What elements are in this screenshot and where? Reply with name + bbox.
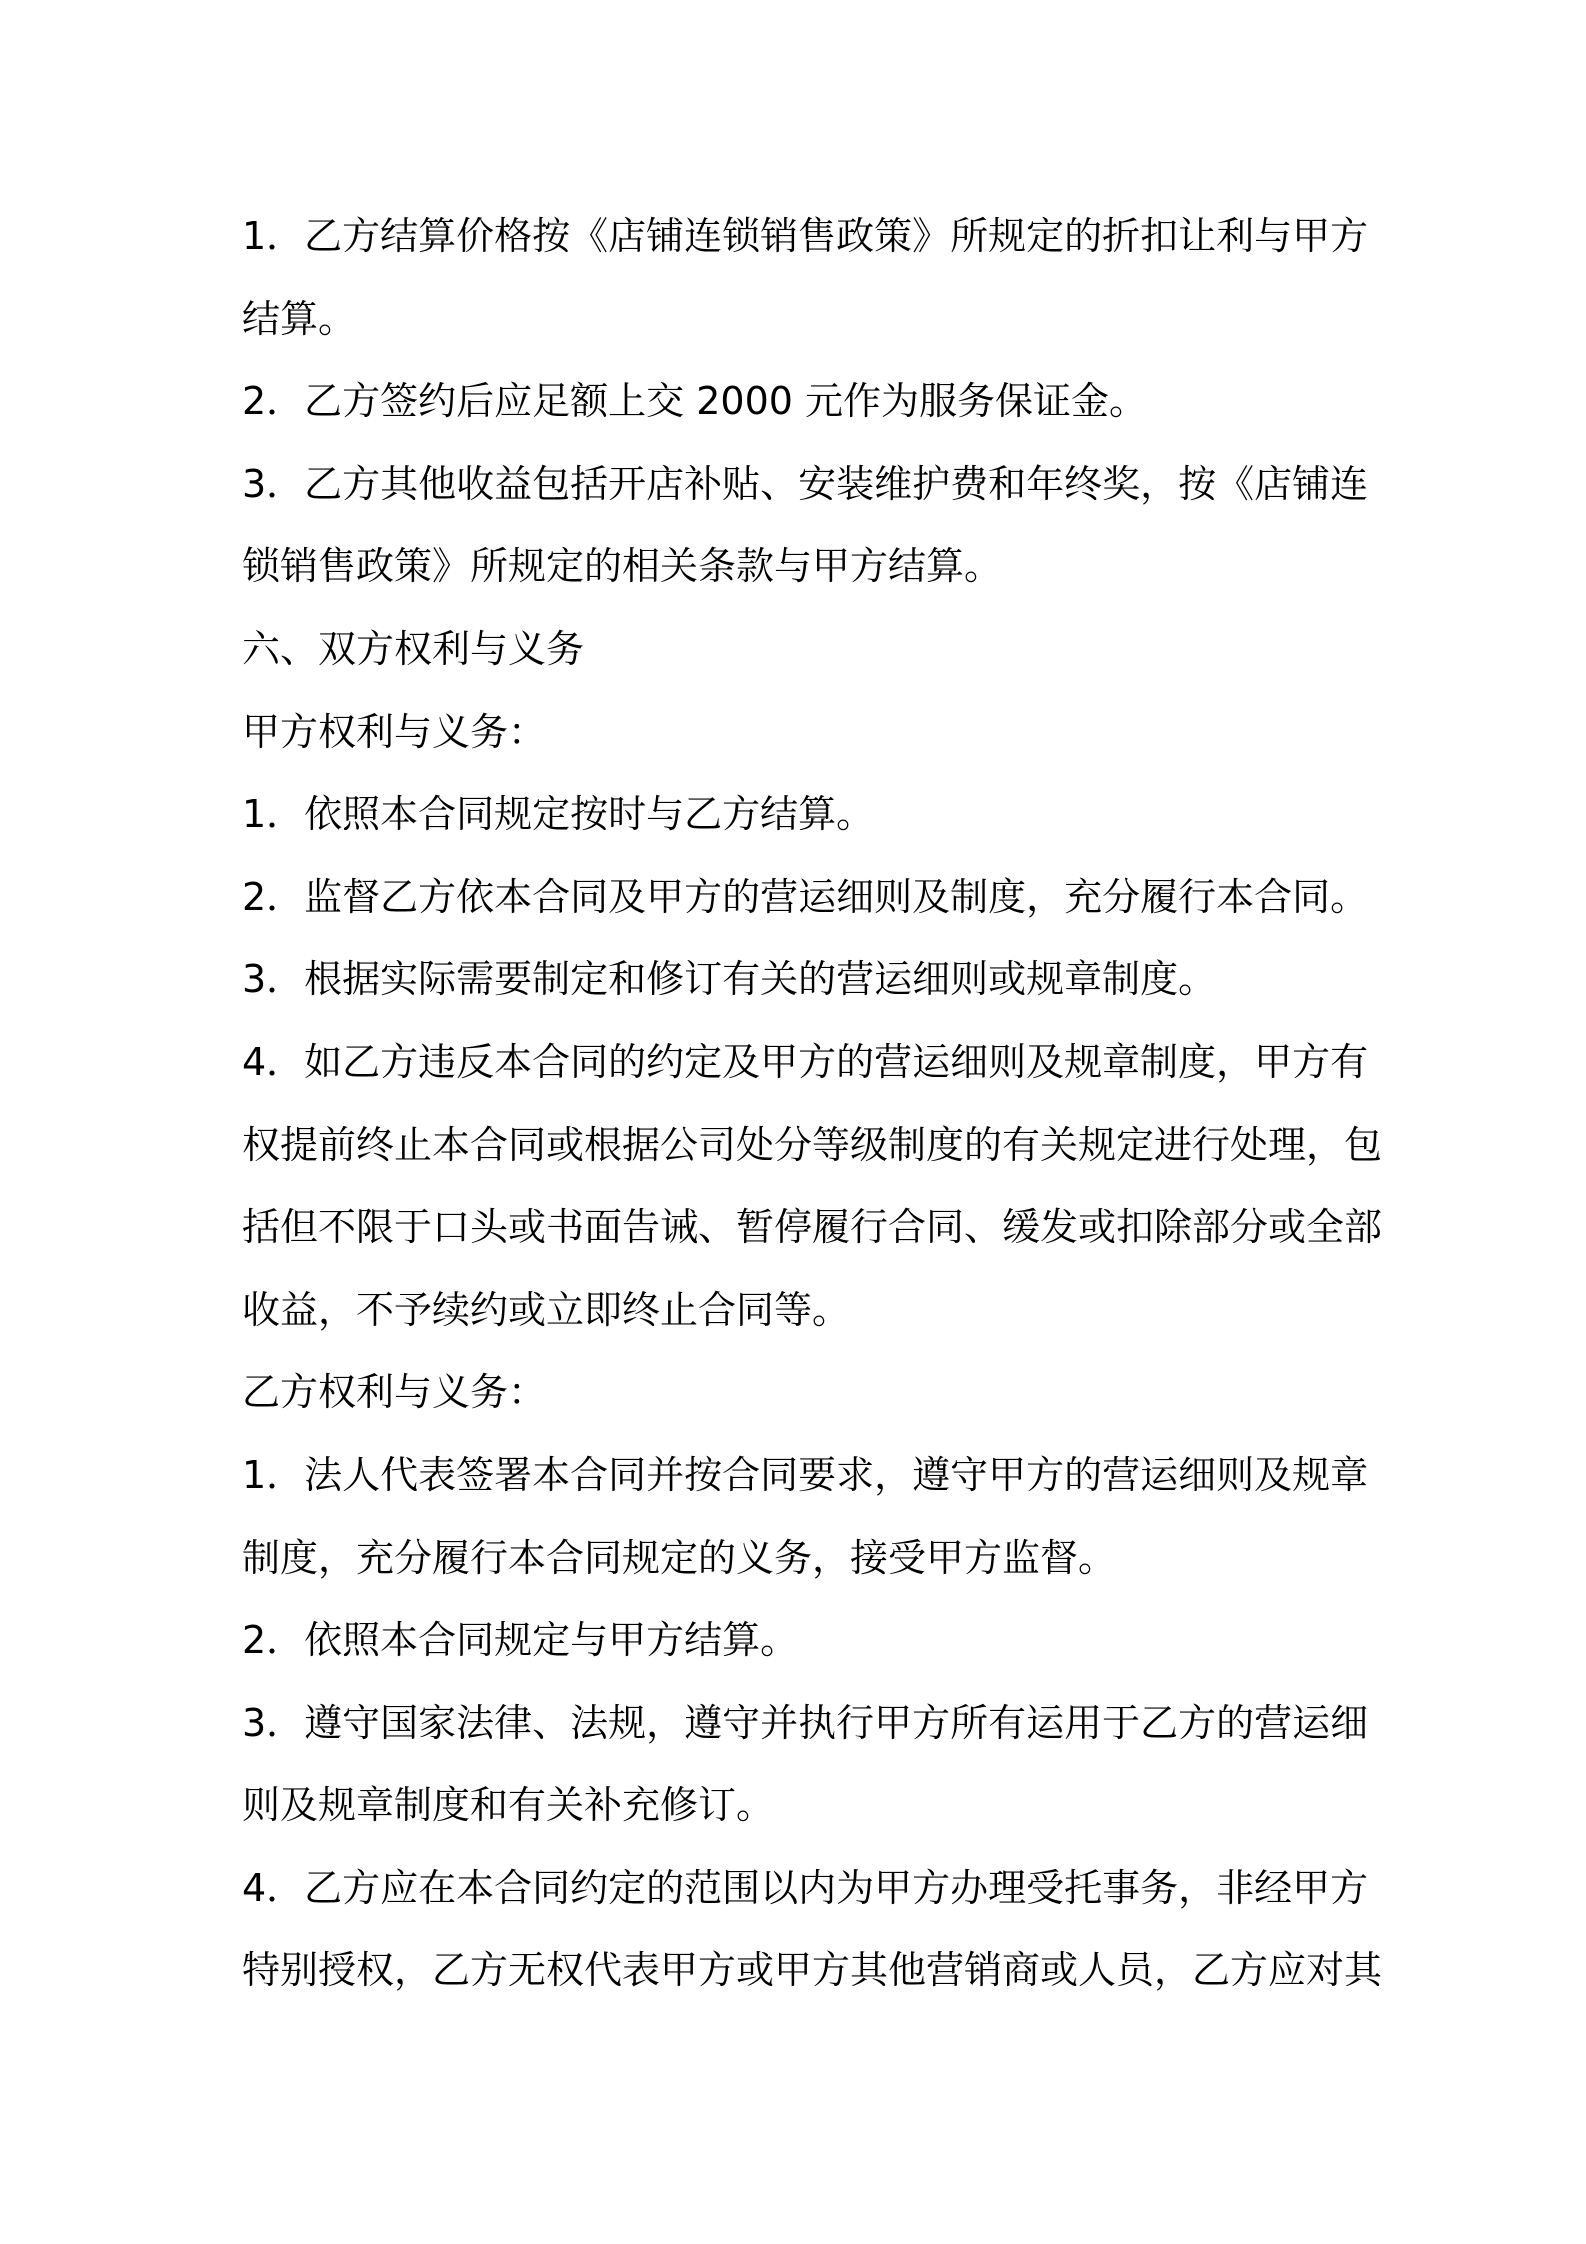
text-line: 3．根据实际需要制定和修订有关的营运细则或规章制度。	[242, 957, 1217, 1002]
text-line: 4．如乙方违反本合同的约定及甲方的营运细则及规章制度，甲方有	[242, 1039, 1369, 1084]
section-heading: 六、双方权利与义务	[242, 626, 585, 671]
text-line: 1．法人代表签署本合同并按合同要求，遵守甲方的营运细则及规章	[242, 1452, 1369, 1497]
text-line: 4．乙方应在本合同约定的范围以内为甲方办理受托事务，非经甲方	[242, 1865, 1369, 1910]
text-line: 结算。	[242, 296, 357, 341]
subsection-heading-party-b: 乙方权利与义务：	[242, 1370, 547, 1415]
text-line: 1．依照本合同规定按时与乙方结算。	[242, 792, 875, 837]
text-line: 2．乙方签约后应足额上交 2000 元作为服务保证金。	[242, 379, 1148, 424]
text-line: 则及规章制度和有关补充修订。	[242, 1783, 775, 1828]
text-line: 收益，不予续约或立即终止合同等。	[242, 1287, 851, 1332]
subsection-heading-party-a: 甲方权利与义务：	[242, 709, 547, 754]
text-line: 括但不限于口头或书面告诫、暂停履行合同、缓发或扣除部分或全部	[242, 1205, 1383, 1250]
text-line: 3．乙方其他收益包括开店补贴、安装维护费和年终奖，按《店铺连	[242, 461, 1369, 506]
text-line: 锁销售政策》所规定的相关条款与甲方结算。	[242, 544, 1003, 589]
text-line: 权提前终止本合同或根据公司处分等级制度的有关规定进行处理，包	[242, 1122, 1383, 1167]
text-line: 制度，充分履行本合同规定的义务，接受甲方监督。	[242, 1535, 1117, 1580]
contract-text-body	[242, 195, 1383, 2012]
text-line: 2．监督乙方依本合同及甲方的营运细则及制度，充分履行本合同。	[242, 874, 1369, 919]
text-line: 2．依照本合同规定与甲方结算。	[242, 1618, 799, 1663]
text-line: 1．乙方结算价格按《店铺连锁销售政策》所规定的折扣让利与甲方	[242, 214, 1369, 258]
text-line: 3．遵守国家法律、法规，遵守并执行甲方所有运用于乙方的营运细	[242, 1700, 1369, 1745]
text-line: 特别授权，乙方无权代表甲方或甲方其他营销商或人员，乙方应对其	[242, 1948, 1383, 1993]
